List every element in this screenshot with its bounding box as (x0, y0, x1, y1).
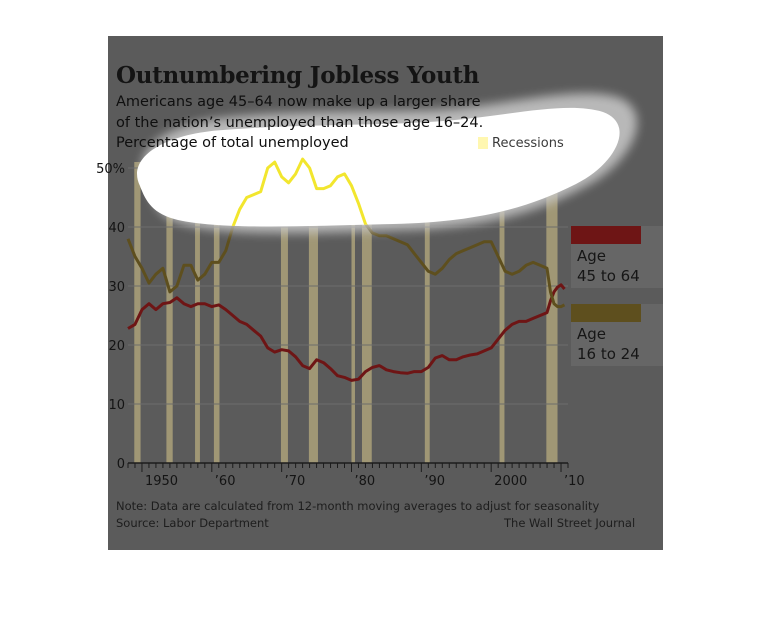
source-line: Source: Labor Department (116, 516, 269, 530)
legend-older-line-1: Age (577, 247, 607, 265)
y-tick-label: 30 (108, 280, 125, 295)
x-tick-label: ’10 (564, 474, 585, 489)
recessions-swatch (478, 137, 488, 149)
legend-young-line-1: Age (577, 325, 607, 343)
y-tick-label: 0 (116, 457, 125, 472)
chart-svg (96, 36, 663, 550)
x-tick-label: 1950 (144, 474, 179, 489)
chart-panel (96, 36, 663, 550)
legend-older-label (577, 246, 640, 286)
y-tick-label: 50% (96, 162, 125, 177)
y-tick-label: 20 (108, 339, 125, 354)
series-line-age-45-64 (128, 285, 565, 381)
chart-title: Outnumbering Jobless Youth (116, 62, 480, 89)
footnote: Note: Data are calculated from 12-month moving averages to adjust for seasonality (116, 499, 600, 513)
x-tick-label: ’70 (284, 474, 306, 489)
chart-subtitle-line-2: of the nation’s unemployed than those age 16–24. (116, 115, 484, 131)
chart-subtitle-line-1: Americans age 45–64 now make up a larger share (116, 94, 481, 110)
recessions-legend (478, 136, 564, 151)
legend-young-label (577, 324, 640, 364)
recessions-label: Recessions (492, 136, 564, 151)
y-tick-label: 10 (108, 398, 125, 413)
x-axis (128, 463, 585, 489)
x-tick-label: ’90 (424, 474, 446, 489)
x-tick-label: 2000 (494, 474, 528, 489)
legend-young-line-2: 16 to 24 (577, 345, 640, 363)
credit-line: The Wall Street Journal (504, 516, 636, 530)
legend-young-swatch (571, 304, 641, 322)
legend-older-swatch (571, 226, 641, 244)
x-tick-label: ’80 (354, 474, 376, 489)
chart-subtitle-line-3: Percentage of total unemployed (116, 135, 349, 151)
y-tick-label: 40 (108, 221, 125, 236)
legend-older-line-2: 45 to 64 (577, 267, 640, 285)
legend-older (571, 226, 663, 288)
legend-young (571, 304, 663, 366)
x-tick-label: ’60 (214, 474, 236, 489)
